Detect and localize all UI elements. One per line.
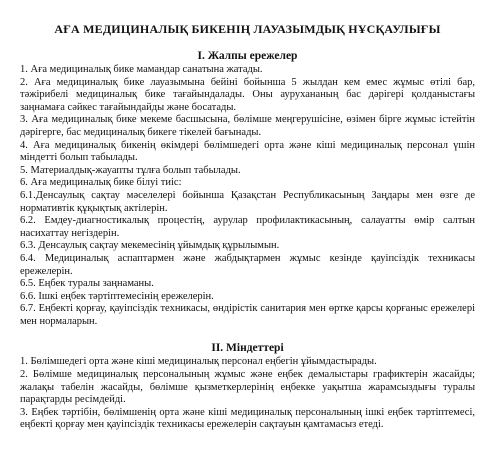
paragraph-duties-1: 1. Бөлімшедегі орта және кіші медициналық персонал еңбегін ұйымдастырады.	[20, 356, 377, 368]
paragraph-general-5: 5. Материалдық-жауапты тұлға болып табылады.	[20, 164, 241, 176]
paragraph-duties-3: 3. Еңбек тәртібін, бөлімшенің орта және кіші медициналық персоналының ішкі еңбек тәртіптемесі, еңбекті қорғау мен қауіпсіздік техникасы ережелерін сақтауын қамтамасыз етеді.	[20, 406, 475, 431]
section-heading-duties: II. Міндеттері	[211, 342, 284, 355]
document-title: АҒА МЕДИЦИНАЛЫҚ БИКЕНІҢ ЛАУАЗЫМДЫҚ НҰСҚАУЛЫҒЫ	[54, 22, 441, 36]
section-heading-general: I. Жалпы ережелер	[197, 50, 298, 62]
paragraph-general-3: 3. Аға медициналық бике мекеме басшысына, бөлімше меңгерушісіне, өзімен бірге жұмыс істейтін дәрігерге, бас медициналық бикеге тікелей бағынады.	[20, 114, 475, 138]
paragraph-general-6-2: 6.2. Емдеу-диагностикалық процестің, аурулар профилактикасының, салауатты өмір салтын насихаттау негіздерін.	[20, 215, 475, 239]
paragraph-general-6-5: 6.5. Еңбек туралы заңнаманы.	[20, 278, 154, 290]
paragraph-duties-2: 2. Бөлімше медициналық персоналының жұмыс және еңбек демалыстары графиктерін жасайды; жалақы табелін жасайды, бөлімше қызметкерлерінің еңбекке уақытша жарамсыздығы туралы парақтарды ресімдейді.	[20, 369, 475, 406]
paragraph-general-1: 1. Аға медициналық бике мамандар санатына жатады.	[20, 64, 263, 75]
paragraph-general-4: 4. Аға медициналық бикенің өкімдері бөлімшедегі орта және кіші медициналық персонал үшін міндетті болып табылады.	[20, 139, 475, 164]
paragraph-general-6-7: 6.7. Еңбекті қорғау, қауіпсіздік техникасы, өндірістік санитария мен өртке қарсы қорғаныс ережелері мен нормаларын.	[20, 303, 475, 327]
paragraph-general-2: 2. Аға медициналық бике лауазымына бейіні бойынша 5 жылдан кем емес жұмыс өтілі бар, тәжірибелі медициналық бике тағайындалады. Оны аурухананың бас дәрігері қолданыстағы заңнамаға сәйкес тағайындайды және босатады.	[20, 76, 475, 113]
paragraph-general-6-1: 6.1.Денсаулық сақтау мәселелері бойынша Қазақстан Республикасының Заңдары мен өзге де нормативтік құқықтық актілерін.	[20, 189, 475, 214]
paragraph-general-6-6: 6.6. Ішкі еңбек тәртіптемесінің ережелерін.	[20, 290, 214, 302]
paragraph-general-6-3: 6.3. Денсаулық сақтау мекемесінің ұйымдық құрылымын.	[20, 240, 280, 252]
paragraph-general-6-4: 6.4. Медициналық аспаптармен және жабдықтармен жұмыс кезінде қауіпсіздік техникасы ережелерін.	[20, 252, 475, 277]
paragraph-general-6: 6. Аға медициналық бике білуі тиіс:	[20, 177, 182, 189]
